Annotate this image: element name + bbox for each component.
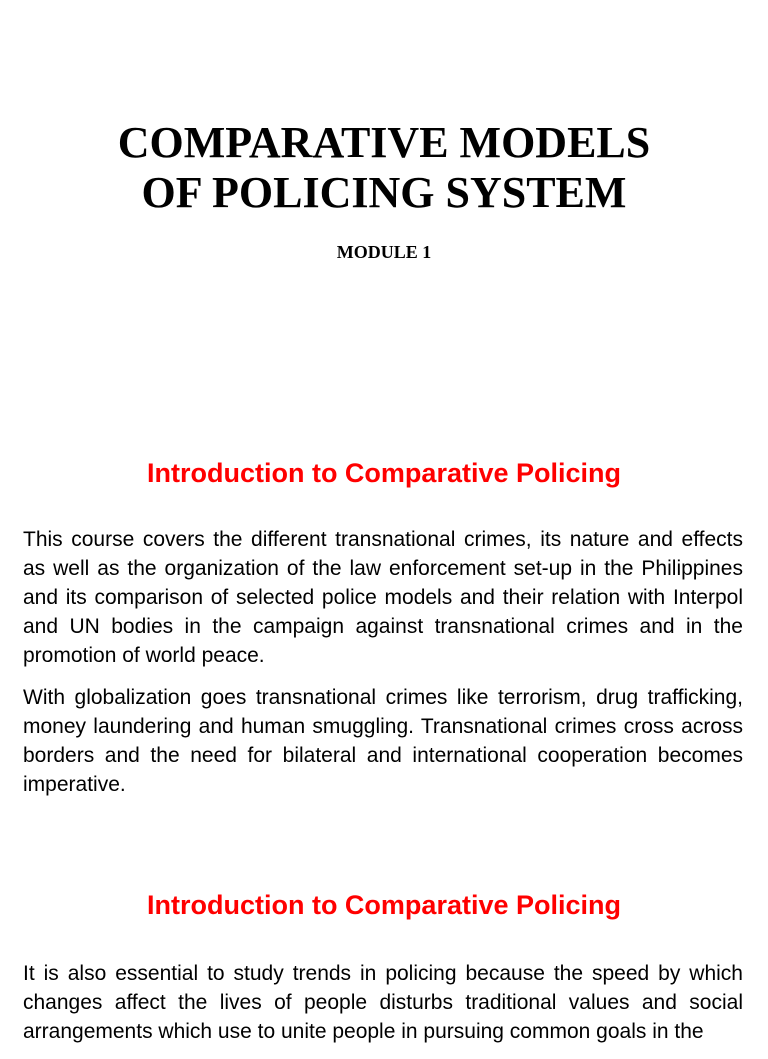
title-line-1: COMPARATIVE MODELS — [117, 118, 651, 167]
slide-introduction-1 — [0, 432, 768, 864]
slide-body — [23, 525, 743, 812]
module-label: MODULE 1 — [336, 242, 432, 262]
document-title — [0, 118, 768, 218]
slide-introduction-2 — [0, 864, 768, 1043]
slide-heading: Introduction to Comparative Policing — [146, 890, 622, 920]
slide-heading: Introduction to Comparative Policing — [146, 458, 622, 488]
title-line-2: OF POLICING SYSTEM — [141, 168, 627, 217]
body-paragraph: With globalization goes transnational crimes like terrorism, drug trafficking, money laundering and human smuggling. Transnational crimes cross across borders and the need for bilateral and international cooperation becomes imperative. — [23, 686, 743, 796]
title-slide — [0, 0, 768, 432]
slide-body — [23, 959, 743, 1059]
body-paragraph: It is also essential to study trends in policing because the speed by which changes affect the lives of people disturbs traditional values and social arrangements which use to unite people in pursuing common goals in the — [23, 962, 743, 1043]
body-paragraph: This course covers the different transnational crimes, its nature and effects as well as the organization of the law enforcement set-up in the Philippines and its comparison of selected police models and their relation with Interpol and UN bodies in the campaign against transnational crimes and in the promotion of world peace. — [23, 528, 743, 667]
